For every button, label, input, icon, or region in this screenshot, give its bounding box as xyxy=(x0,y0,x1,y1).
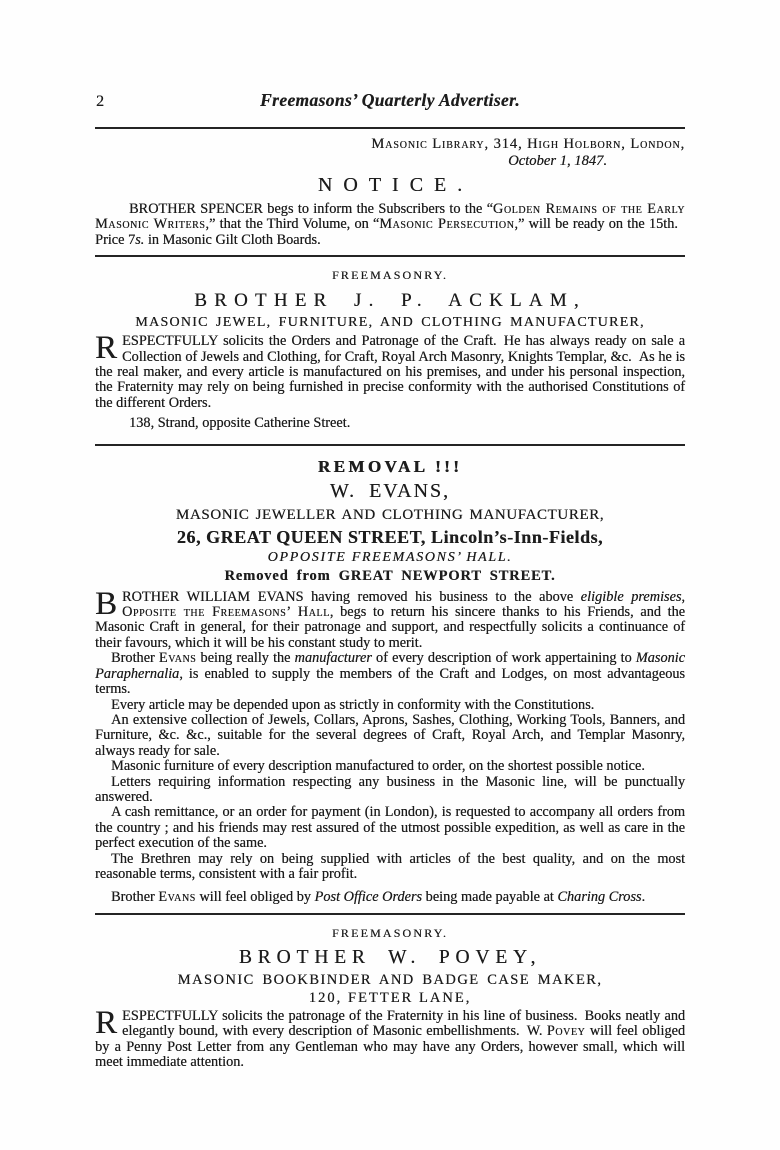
section-divider xyxy=(95,913,685,915)
library-address: Masonic Library, 314, High Holborn, London, xyxy=(371,136,685,152)
notice-heading: NOTICE. xyxy=(317,174,474,196)
evans-removed-from-line: Removed from GREAT NEWPORT STREET. xyxy=(224,567,556,584)
evans-paragraph: Letters requiring information respecting any business in the Masonic line, will be punctually answered. xyxy=(95,773,685,805)
acklam-address: 138, Strand, opposite Catherine Street. xyxy=(129,415,351,432)
evans-paragraph: Brother Evans being really the manufacturer of every description of work appertaining to Masonic Paraphernalia, is enabled to supply the members of the Craft and Lodges, on most advantageous terms. xyxy=(95,650,685,698)
issue-date: October 1, 1847. xyxy=(508,153,607,169)
evans-paragraph: Masonic furniture of every description manufactured to order, on the shortest possible notice. xyxy=(111,758,645,775)
section-divider xyxy=(95,444,685,446)
evans-paragraph: A cash remittance, or an order for payment (in London), is requested to accompany all orders from the country ; and his friends may rest assured of the utmost possible expedition, as well as care in the perfect execution of the same. xyxy=(95,804,685,852)
acklam-paragraph xyxy=(95,330,685,411)
povey-paragraph-text: ESPECTFULLY solicits the patronage of the Fraternity in his line of business. Books neatly and elegantly bound, with every description of Masonic embellishments. W. Povey will feel obliged by a Penny Post Letter from any Gentleman who may have any Orders, however small, which will meet immediate attention. xyxy=(95,1007,685,1070)
acklam-paragraph-text: ESPECTFULLY solicits the Orders and Patronage of the Craft. He has always ready on sale a Collection of Jewels and Clothing, for Craft, Royal Arch Masonry, Knights Templar, &c. As he is the real maker, and every article is manufactured on his premises, and under his personal inspection, the Fraternity may rely on being furnished in precise conformity with the authorised Constitutions of the different Orders. xyxy=(95,333,685,411)
section-divider xyxy=(95,255,685,257)
freemasonry-label: FREEMASONRY. xyxy=(331,925,449,940)
page-number: 2 xyxy=(96,93,104,110)
povey-advertisement xyxy=(95,926,685,1071)
povey-name-heading: BROTHER W. POVEY, xyxy=(238,946,542,968)
acklam-trade-line: MASONIC JEWEL, FURNITURE, AND CLOTHING MANUFACTURER, xyxy=(135,315,645,331)
notice-paragraph: BROTHER SPENCER begs to inform the Subscribers to the “Golden Remains of the Early Masonic Writers,” that the Third Volume, on “Masonic Persecution,” will be ready on the 15th. Price 7s. in Masonic Gilt Cloth Boards. xyxy=(95,201,685,248)
evans-address-heading: 26, GREAT QUEEN STREET, Lincoln’s-Inn-Fields, xyxy=(176,526,604,547)
acklam-name-heading: BROTHER J. P. ACKLAM, xyxy=(194,290,586,312)
removal-heading: REMOVAL !!! xyxy=(317,456,463,476)
evans-name-heading: W. EVANS, xyxy=(329,479,451,502)
journal-title: Freemasons’ Quarterly Advertiser. xyxy=(260,90,520,110)
povey-address-line: 120, FETTER LANE, xyxy=(308,989,472,1006)
evans-drop-cap: B xyxy=(95,585,118,622)
evans-paragraph: An extensive collection of Jewels, Collars, Aprons, Sashes, Clothing, Working Tools, Banners, and Furniture, &c. &c., suitable for the several degrees of Craft, Royal Arch, and Templar Masonry, always ready for sale. xyxy=(95,711,685,759)
evans-advertisement xyxy=(95,457,685,906)
acklam-drop-cap: R xyxy=(95,330,118,367)
evans-paragraph xyxy=(95,585,685,652)
running-head xyxy=(95,90,685,114)
evans-paragraph-text: ROTHER WILLIAM EVANS having removed his business to the above eligible premises, Opposite the Freemasons’ Hall, begs to return his sincere thanks to his Friends, and the Masonic Craft in general, for their patronage and support, and respectfully solicits a continuance of their favours, which it will be his constant study to merit. xyxy=(95,588,685,651)
spencer-notice-section xyxy=(95,136,685,248)
header-rule xyxy=(95,127,685,129)
evans-trade-line: MASONIC JEWELLER AND CLOTHING MANUFACTURER, xyxy=(175,506,605,523)
evans-location-line: OPPOSITE FREEMASONS’ HALL. xyxy=(267,549,513,565)
povey-paragraph xyxy=(95,1004,685,1071)
evans-paragraph: The Brethren may rely on being supplied with articles of the best quality, and on the most reasonable terms, consistent with a fair profit. xyxy=(95,850,685,882)
povey-drop-cap: R xyxy=(95,1004,118,1041)
freemasonry-label: FREEMASONRY. xyxy=(331,268,449,283)
acklam-advertisement xyxy=(95,268,685,431)
evans-paragraph: Every article may be depended upon as strictly in conformity with the Constitutions. xyxy=(111,696,595,713)
page-content xyxy=(95,90,685,1070)
povey-trade-line: MASONIC BOOKBINDER AND BADGE CASE MAKER, xyxy=(177,971,603,988)
evans-paragraph: Brother Evans will feel obliged by Post Office Orders being made payable at Charing Cross. xyxy=(111,889,646,906)
